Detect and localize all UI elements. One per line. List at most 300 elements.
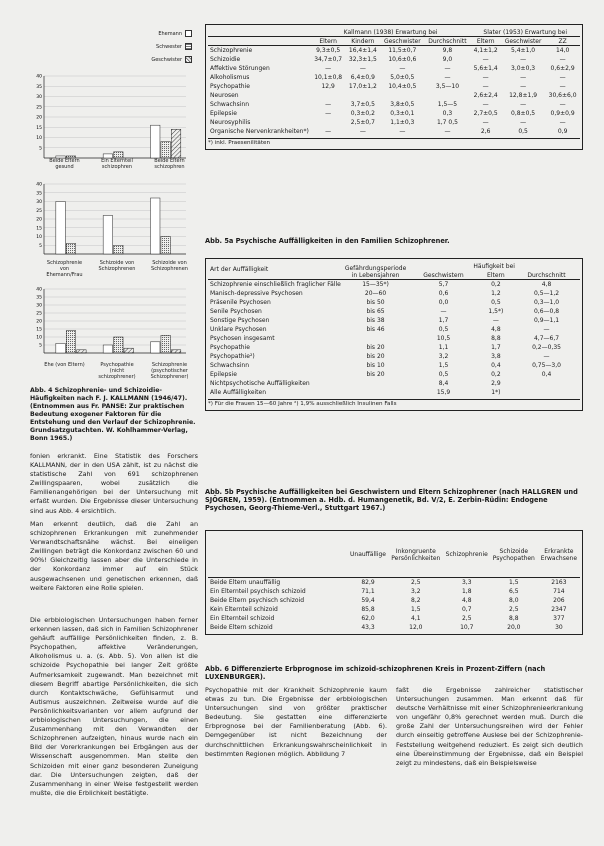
row-label: Sonstige Psychosen (210, 317, 270, 324)
table-cell: 6,5 (509, 588, 519, 595)
row-label: Schwachsinn (210, 362, 249, 369)
table-cell: bis 38 (366, 317, 385, 324)
row-label: Neurosen (210, 92, 239, 99)
legend-item: Schwester (156, 44, 182, 50)
table-cell (513, 387, 580, 396)
x-tick-label: Psychopathie (nicht schizophrener) (98, 362, 136, 380)
table-cell: 0,0 (438, 299, 449, 306)
row-label: Ein Elternteil psychisch schizoid (210, 588, 306, 595)
y-tick-label: 25 (36, 105, 42, 111)
column-group: Häufigkeit bei (473, 263, 515, 270)
abb5a-caption: Abb. 5a Psychische Auffälligkeiten in den Familien Schizophrener. (205, 237, 450, 245)
row-label: Alle Auffälligkeiten (210, 389, 267, 396)
table-cell: 0,3±0,1 (390, 110, 415, 117)
table-cell: — (325, 65, 332, 72)
column-group: Slater (1953) Erwartung bei (483, 28, 567, 36)
table-cell: 8,4 (438, 380, 449, 387)
table-cell: 1,7 (491, 344, 501, 351)
table-row (208, 99, 580, 108)
table-cell (311, 117, 346, 126)
x-tick-label: Schizoide von Schizophrenen (151, 260, 188, 272)
table-row (208, 117, 580, 126)
table-cell (380, 90, 424, 99)
table-cell: 8,0 (509, 597, 519, 604)
table-cell: 1,8 (461, 588, 472, 595)
table-row (208, 378, 580, 387)
table-row (208, 333, 580, 342)
table-cell: — (359, 65, 366, 72)
table-cell: 1,5 (509, 579, 519, 586)
x-tick-label: Beide Eltern schizophren (154, 158, 185, 170)
table-cell: 1,7 (438, 317, 449, 324)
bar (114, 245, 123, 254)
y-tick-label: 25 (36, 208, 42, 214)
table-cell: — (325, 101, 332, 108)
table-row (208, 577, 580, 586)
table-cell: 4,1 (411, 615, 421, 622)
table-cell: 10,1±0,8 (314, 74, 343, 81)
table-cell: — (325, 110, 332, 117)
table-cell: 12,9 (321, 83, 335, 90)
row-label: Ein Elternteil schizoid (210, 615, 275, 622)
bar (103, 345, 112, 353)
y-tick-label: 30 (36, 303, 42, 309)
table-cell: 11,5±0,7 (388, 47, 417, 54)
column-group: Kallmann (1938) Erwartung bei (343, 28, 438, 36)
table-cell (424, 90, 470, 99)
chart-legend (120, 30, 192, 63)
paragraph: Psychopathie mit der Krankheit Schizophrenie kaum etwas zu tun. Die Ergebnisse der erbbiologischen Untersuchungen sind von größter praktischer Bedeutung. Sie gestatten eine differenzierte Erbprognose bei der Familienberatung (Abb. 6). Demgegenüber ist nicht Bezeichnung der durchschnittlichen Erkrankungswahrscheinlichkeit in bestimmten Regionen möglich. Abbildung 7 (205, 686, 387, 758)
table-cell: 5,0±0,5 (390, 74, 415, 81)
row-label: Manisch-depressive Psychosen (210, 290, 303, 297)
table-cell: 2,9 (491, 380, 501, 387)
row-label: Senile Psychosen (210, 308, 262, 315)
table-cell: 8,8 (509, 615, 519, 622)
table-cell: 20—60 (364, 290, 387, 297)
y-tick-label: 35 (36, 191, 42, 197)
table-cell: 1,5 (438, 362, 449, 369)
table-cell: 10,7 (460, 624, 474, 631)
table-cell: bis 20 (366, 344, 385, 351)
table-5b (205, 258, 583, 411)
table-cell: 16,4±1,4 (348, 47, 377, 54)
column-header: Erkrankte Erwachsene (540, 547, 578, 562)
table-cell: 1*) (491, 389, 501, 396)
table-row (208, 297, 580, 306)
table-cell: 12,0 (409, 624, 423, 631)
y-tick-label: 20 (36, 217, 42, 223)
table-cell: 0,2 (491, 281, 501, 288)
table-cell: 59,4 (361, 597, 375, 604)
table-cell: — (325, 128, 332, 135)
table-note: *) inkl. Praesenilitäten (208, 138, 580, 146)
y-tick-label: 10 (36, 235, 42, 240)
table-row (208, 108, 580, 117)
abb6-caption: Abb. 6 Differenzierte Erbprognose im schizoid-schizophrenen Kreis in Prozent-Ziffern (nach LUXENBURGER). (205, 665, 546, 681)
y-tick-label: 30 (36, 200, 42, 205)
table-cell: 17,0±1,2 (348, 83, 377, 90)
table-row (208, 72, 580, 81)
table-cell: 20,0 (507, 624, 521, 631)
table-row (208, 324, 580, 333)
row-label: Epilepsie (210, 371, 237, 378)
table-cell: 6,4±0,9 (350, 74, 375, 81)
table-6-grid (208, 533, 580, 631)
column-header: Eltern (487, 271, 505, 279)
table-cell: 4,8 (461, 597, 472, 604)
table-cell: 3,7±0,5 (350, 101, 375, 108)
column-header: ZZ (558, 37, 567, 45)
bar (161, 335, 170, 353)
table-cell: — (444, 128, 451, 135)
table-cell: 0,9±0,9 (550, 110, 575, 117)
abb4-caption: Abb. 4 Schizophrenie- und Schizoidie-Häufigkeiten nach F. J. KALLMANN (1946/47). (Entnommen aus Fr. PANSE: Zur praktischen Bedeutung exogener Faktoren für die Entstehung und den Verlauf der Schizophrenie. Grundsatzgutachten. W. Kohlhammer-Verlag, Bonn 1965.) (30, 387, 196, 442)
table-cell (311, 90, 346, 99)
table-cell: 3,5—10 (435, 83, 460, 90)
table-cell: bis 50 (366, 299, 385, 306)
table-cell: 377 (553, 615, 565, 622)
row-label: Schwachsinn (210, 101, 249, 108)
table-cell: 1,1 (438, 344, 449, 351)
legend-swatch (185, 43, 192, 50)
table-row (208, 63, 580, 72)
table-row (208, 126, 580, 135)
table-cell: 71,1 (361, 588, 375, 595)
x-tick-label: Schizophrenie von Ehemann/Frau (46, 260, 83, 278)
column-header: Eltern (476, 37, 495, 45)
bar (161, 237, 170, 255)
table-cell: 9,3±0,5 (316, 47, 341, 54)
table-cell: — (399, 128, 406, 135)
table-cell: — (482, 119, 489, 126)
table-cell: 2,5 (411, 579, 421, 586)
table-cell: 3,2 (411, 588, 421, 595)
column-header: Gefährdungsperiode in Lebensjahren (344, 264, 407, 279)
table-cell: 3,2 (438, 353, 449, 360)
row-label: Psychopathie²) (210, 353, 255, 360)
table-cell: 0,5 (438, 371, 449, 378)
table-cell: — (559, 83, 566, 90)
table-cell: 2347 (551, 606, 567, 613)
column-header: Geschwister (504, 37, 542, 45)
bar (161, 142, 170, 158)
table-cell: — (482, 56, 489, 63)
column-header: Durchschnitt (527, 271, 566, 279)
table-row (208, 45, 580, 54)
y-tick-label: 15 (36, 226, 42, 232)
y-tick-label: 20 (36, 115, 42, 121)
table-cell: — (559, 119, 566, 126)
bar (114, 337, 123, 353)
bar (56, 343, 65, 353)
y-tick-label: 5 (39, 343, 42, 349)
table-cell: 8,8 (491, 335, 501, 342)
row-label: Präsenile Psychosen (210, 299, 271, 306)
table-cell: 12,8±1,9 (509, 92, 538, 99)
table-cell: — (482, 74, 489, 81)
bar-chart-1 (30, 72, 190, 172)
table-cell (343, 387, 408, 396)
table-cell: 14,0 (555, 47, 570, 54)
table-cell: 0,3±0,2 (350, 110, 375, 117)
y-tick-label: 25 (36, 311, 42, 317)
legend-swatch (185, 30, 192, 37)
bar (151, 198, 160, 254)
table-cell: 0,5 (518, 128, 528, 135)
paragraph: faßt die Ergebnisse zahlreicher statistischer Untersuchungen zusammen. Man erkennt daß für deutsche Verhältnisse mit einer Schizophrenieerkrankung von ungefähr 0,8% gerechnet werden muß. Durch die große Zahl der Untersuchungsreihen wird der Fehler durch einseitig getroffene Auslese bei der Schizophrenie-Feststellung weitgehend reduziert. Es zeigt sich deutlich eine Übereinstimmung der Ergebnisse, daß ein Beispiel zeigt zu mindestens, daß ein Beispielsweise (396, 686, 583, 767)
table-cell: 1,1±0,3 (390, 119, 415, 126)
row-label: Beide Eltern unauffällig (210, 579, 281, 586)
y-tick-label: 10 (36, 335, 42, 341)
table-cell: 2,7±0,5 (473, 110, 498, 117)
table-cell: 10,6±0,6 (388, 56, 417, 63)
row-label: Alkoholismus (210, 74, 250, 81)
row-label: Psychopathie (210, 344, 250, 351)
table-cell: 2,5 (461, 615, 472, 622)
table-cell: — (444, 74, 451, 81)
table-row (208, 586, 580, 595)
table-cell: 10,4±0,5 (388, 83, 417, 90)
table-row (208, 54, 580, 63)
row-label: Affektive Störungen (210, 65, 270, 72)
table-cell: — (399, 65, 406, 72)
table-cell: 9,8 (442, 47, 453, 54)
bar (151, 342, 160, 353)
bar (56, 202, 65, 255)
table-cell: 0,7 (461, 606, 472, 613)
table-note: *) Für die Frauen 15—60 Jahre ²) 1,9% ausschließlich Insulinen Falls (208, 399, 580, 407)
table-cell (513, 378, 580, 387)
row-label: Schizoidie (210, 56, 241, 63)
table-cell: 5,4±1,0 (511, 47, 536, 54)
bar (151, 125, 160, 158)
x-tick-label: Schizophrenie (psychotischer Schizophrener) (150, 362, 189, 380)
row-label: Beide Eltern psychisch schizoid (210, 597, 305, 604)
table-cell: 30 (555, 624, 563, 631)
table-cell (343, 333, 408, 342)
table-cell: 4,7—6,7 (533, 335, 560, 342)
table-cell: bis 20 (366, 371, 385, 378)
bar (171, 350, 180, 353)
table-cell: bis 46 (366, 326, 385, 333)
table-cell: 5,7 (438, 281, 449, 288)
row-label: Kein Elternteil schizoid (210, 606, 278, 613)
column-header: Geschwistern (423, 271, 464, 279)
bar (171, 129, 180, 158)
table-row (208, 369, 580, 378)
table-cell: bis 20 (366, 353, 385, 360)
legend-item: Geschwister (151, 57, 182, 63)
table-cell: 85,8 (361, 606, 375, 613)
stub-header: Art der Auffälligkeit (210, 266, 269, 274)
row-label: Neurosyphilis (210, 119, 251, 126)
table-5a (205, 24, 583, 150)
y-tick-label: 10 (36, 136, 42, 141)
table-cell: 5,6±1,4 (473, 65, 498, 72)
column-header: Schizoide Psychopathen (492, 547, 535, 562)
table-row (208, 288, 580, 297)
table-row (208, 360, 580, 369)
bar-chart-2 (30, 180, 190, 268)
table-5b-grid (208, 261, 580, 396)
table-cell: 2163 (551, 579, 567, 586)
y-tick-label: 30 (36, 95, 42, 100)
table-cell: 3,8±0,5 (390, 101, 415, 108)
table-cell: — (559, 56, 566, 63)
paragraph: fonien erkrankt. Eine Statistik des Forschers KALLMANN, der in den USA zählt, ist zu nächst die statistische Zahl von 691 schizophrenen Zwillingspaaren, wobei zusätzlich die Familienangehörigen bei der Untersuchung mit erfaßt wurden. Die Ergebnisse dieser Untersuchung sind aus Abb. 4 ersichtlich. (30, 452, 198, 515)
column-header: Eltern (319, 37, 337, 45)
table-cell: 4,8 (491, 326, 501, 333)
y-tick-label: 20 (36, 319, 42, 325)
table-cell: 0,4 (541, 371, 552, 378)
row-label: Nichtpsychotische Auffälligkeiten (210, 380, 310, 387)
x-tick-label: Beide Eltern gesund (49, 158, 80, 170)
table-cell: 30,6±6,0 (548, 92, 577, 99)
bar (124, 348, 133, 353)
table-cell: 1,7 0,5 (436, 119, 458, 126)
table-cell: 0,3 (442, 110, 453, 117)
table-cell: 0,5—1,2 (533, 290, 560, 297)
column-header: Kindern (351, 37, 375, 45)
table-cell: 1,5—5 (437, 101, 458, 108)
table-cell: 8,2 (411, 597, 421, 604)
left-body-text (30, 452, 198, 832)
table-cell: 82,9 (361, 579, 375, 586)
row-label: Schizophrenie einschließlich fraglicher Fälle (210, 281, 341, 288)
table-cell: — (359, 128, 366, 135)
y-tick-label: 15 (36, 125, 42, 131)
table-cell: — (520, 83, 527, 90)
table-row (208, 90, 580, 99)
table-cell: 0,5 (438, 326, 449, 333)
abb5b-caption: Abb. 5b Psychische Auffälligkeiten bei Geschwistern und Eltern Schizophrener (nach HALLGREN und SJÖGREN, 1959). (Entnommen a. Hdb. d. Humangenetik, Bd. V/2, E. Zerbin-Rüdin: Endogene Psychosen, Georg-Thieme-Verl., Stuttgart 1967.) (205, 488, 578, 512)
table-cell: 1,2 (491, 290, 501, 297)
table-cell: 43,3 (361, 624, 375, 631)
table-cell: — (543, 326, 550, 333)
table-cell: 0,2—0,35 (532, 344, 561, 351)
column-header: Durchschnitt (428, 37, 467, 45)
column-header: Schizophrenie (445, 551, 488, 559)
x-tick-label: Ein Elternteil schizophren (101, 158, 133, 170)
table-cell: 4,8 (541, 281, 552, 288)
y-tick-label: 40 (36, 287, 42, 293)
table-cell: 0,6—0,8 (533, 308, 560, 315)
table-cell: — (492, 317, 499, 324)
column-header: Geschwister (383, 37, 421, 45)
table-cell (346, 90, 381, 99)
table-cell: — (559, 74, 566, 81)
table-row (208, 387, 580, 396)
paragraph: Die erbbiologischen Untersuchungen haben ferner erkennen lassen, daß sich in Familien Schizophrener gehäuft auffällige Persönlichkeiten finden, z. B. Psychopathen, affektive Veränderungen, Alkoholismus u. a. (s. Abb. 5). Von allen ist die schizoide Psychopathie bei langer Zeit größte Aufmerksamkeit zugewandt. Man bezeichnet mit diesem Begriff abartige Persönlichkeiten, die sich durch Kontaktschwäche, Gefühlsarmut und Autismus auszeichnen. Zeitweise wurde auf die Persönlichkeitsvarianten vor allem aufgrund der erbbiologischen Untersuchungen, die einen Zusammenhang mit den Verwandten der Schizophrenen aufzeigten, hinaus wurde nach ein Bild der Vorerkrankungen bei Erbgängen aus der Wissenschaft ausgenommen. Man stellte den Schizoiden mit einer ganz besonderen Zuneigung dar. Die Untersuchungen zeigten, daß der Zusammenhang in einer Weise festgestellt werden mußte, die die Erblichkeit bestätigte. (30, 616, 198, 797)
y-tick-label: 40 (36, 74, 42, 80)
y-tick-label: 35 (36, 295, 42, 301)
table-cell: — (543, 353, 550, 360)
table-cell: — (482, 101, 489, 108)
column-header: Unauffällige (350, 551, 386, 559)
row-label: Schizophrenie (210, 47, 253, 54)
table-row (208, 342, 580, 351)
table-cell: 1,5 (411, 606, 421, 613)
bar (77, 350, 86, 353)
table-cell: 714 (553, 588, 565, 595)
table-cell: 2,5±0,7 (350, 119, 375, 126)
table-cell: 15,9 (436, 389, 451, 396)
table-row (208, 604, 580, 613)
table-cell: 0,9 (557, 128, 568, 135)
table-cell: — (559, 101, 566, 108)
table-cell: — (520, 56, 527, 63)
table-cell: 2,6 (480, 128, 491, 135)
table-cell: 0,8±0,5 (511, 110, 536, 117)
table-row (208, 595, 580, 604)
table-row (208, 81, 580, 90)
table-cell: bis 65 (366, 308, 385, 315)
table-row (208, 306, 580, 315)
column-header: Inkongruente Persönlichkeiten (391, 547, 441, 562)
y-tick-label: 40 (36, 182, 42, 188)
table-cell: 10,5 (436, 335, 451, 342)
table-cell: 0,6±2,9 (550, 65, 575, 72)
table-cell: 3,3 (461, 579, 472, 586)
table-row (208, 315, 580, 324)
row-label: Psychosen insgesamt (210, 335, 275, 342)
table-cell: 0,75—3,0 (532, 362, 561, 369)
table-row (208, 613, 580, 622)
table-cell: 15—35*) (362, 281, 389, 288)
table-cell: 9,0 (442, 56, 453, 63)
bar (103, 216, 112, 255)
table-cell: 3,8 (491, 353, 501, 360)
chart1-xlabels (42, 158, 192, 170)
table-cell: 0,6 (438, 290, 449, 297)
table-cell: — (520, 74, 527, 81)
table-cell: — (520, 119, 527, 126)
table-cell: 3,0±0,3 (511, 65, 536, 72)
table-cell: 206 (553, 597, 565, 604)
table-cell: bis 10 (366, 362, 385, 369)
y-tick-label: 15 (36, 327, 42, 333)
table-cell: — (482, 83, 489, 90)
table-5a-grid (208, 27, 580, 135)
table-cell (343, 378, 408, 387)
table-cell: 0,9—1,1 (533, 317, 560, 324)
table-cell: — (444, 65, 451, 72)
row-label: Organische Nervenkrankheiten*) (210, 128, 309, 135)
table-cell: 0,5 (491, 299, 501, 306)
table-cell: 0,2 (491, 371, 501, 378)
row-label: Beide Eltern schizoid (210, 624, 273, 631)
bar (66, 244, 75, 255)
table-cell: 32,3±1,5 (348, 56, 377, 63)
table-cell: 4,1±1,2 (473, 47, 498, 54)
bar (66, 331, 75, 353)
table-cell: 34,7±0,7 (314, 56, 343, 63)
row-label: Unklare Psychosen (210, 326, 267, 333)
bar-chart-3 (30, 285, 190, 367)
table-cell: 1,5*) (488, 308, 504, 315)
chart3-xlabels (42, 362, 192, 380)
table-cell: — (440, 308, 447, 315)
table-6 (205, 530, 583, 635)
table-row (208, 279, 580, 288)
table-row (208, 351, 580, 360)
chart2-xlabels (42, 260, 192, 278)
y-tick-label: 5 (39, 243, 42, 249)
table-cell: 0,4 (491, 362, 501, 369)
table-cell: 62,0 (361, 615, 375, 622)
legend-swatch (185, 56, 192, 63)
row-label: Epilepsie (210, 110, 237, 117)
